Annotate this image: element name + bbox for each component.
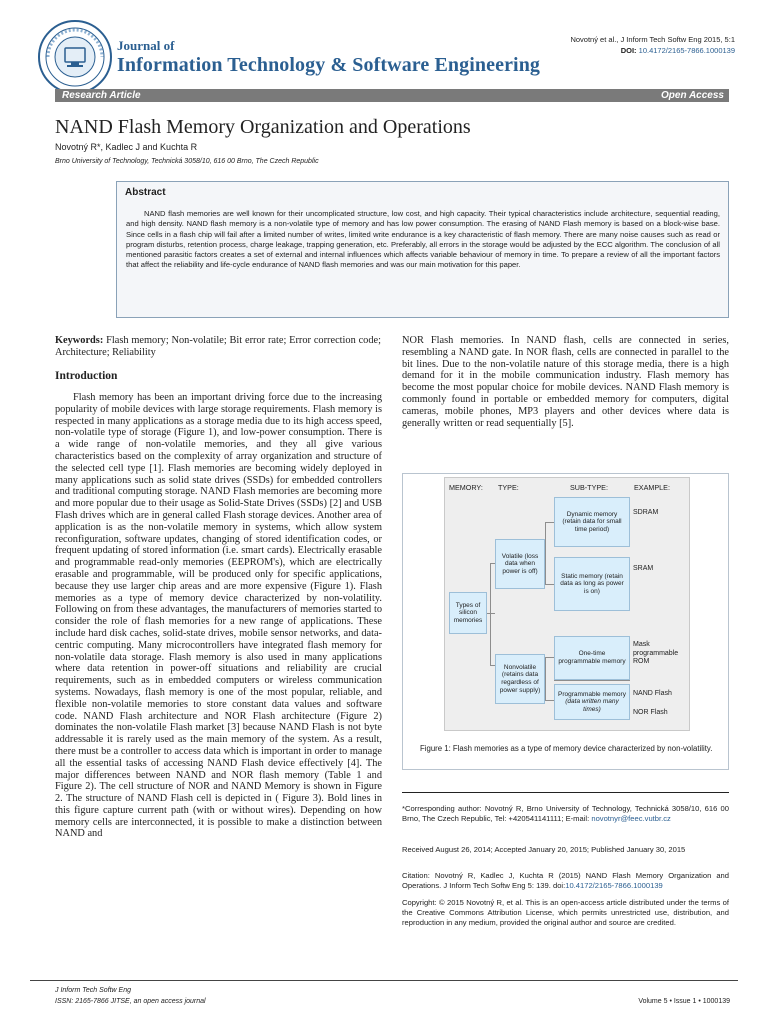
- figure-connector: [545, 522, 554, 523]
- footer-divider: [30, 980, 738, 981]
- figure-divider: [554, 680, 630, 681]
- right-column-text: NOR Flash memories. In NAND flash, cells are connected in series, resembling a NAND gate. In NOR flash, cells are connected in parallel to the bit lines. Due to the non-volatile nature of this storage media, there is a high demand for it in the mobile communication industry. Flash memory has become the most popular choice for mobile devices. NAND Flash memory is commonly found in portable or embedded memory for computers, digital cameras, mobile phones, MP3 players and other devices where data is generally written or read sequentially [5].: [402, 335, 729, 429]
- keywords-text: Flash memory; Non-volatile; Bit error rate; Error correction code; Architecture; Reliability: [55, 335, 381, 358]
- footer-volume: Volume 5 • Issue 1 • 1000139: [638, 998, 730, 1005]
- figure-example-sram: SRAM: [633, 565, 654, 572]
- article-type-ribbon: [55, 89, 729, 102]
- figure-node-nonvolatile: Nonvolatile (retains data regardless of power supply): [495, 654, 545, 704]
- author-email-link[interactable]: novotnyr@feec.vutbr.cz: [591, 814, 671, 824]
- figure-connector: [545, 657, 554, 658]
- figure-node-static-memory: Static memory (retain data as long as power is on): [554, 557, 630, 611]
- citation-doi-link[interactable]: 10.4172/2165-7866.1000139: [565, 881, 663, 891]
- open-access-label: Open Access: [661, 90, 724, 101]
- figure-connector: [545, 700, 554, 701]
- figure-header-type: TYPE:: [498, 483, 519, 492]
- figure-header-example: EXAMPLE:: [634, 483, 670, 492]
- programmable-memory-note: (data written many times): [565, 698, 619, 713]
- figure-node-one-time-programmable: One-time programmable memory: [554, 636, 630, 680]
- research-article-label: Research Article: [62, 90, 141, 101]
- abstract-heading: Abstract: [125, 187, 166, 198]
- figure-header-subtype: SUB-TYPE:: [570, 483, 608, 492]
- figure-example-sdram: SDRAM: [633, 509, 659, 516]
- figure-connector: [490, 563, 491, 665]
- footer-journal: J Inform Tech Softw Eng: [55, 987, 131, 994]
- figure-connector: [545, 657, 546, 700]
- journal-logo: [36, 18, 114, 96]
- copyright-note: Copyright: © 2015 Novotný R, et al. This is an open-access article distributed under the terms of the Creative Commons Attribution License, which permits unrestricted use, distribution, and reproduction in any medium, provided the original author and source are credited.: [402, 898, 729, 928]
- received-dates: Received August 26, 2014; Accepted January 20, 2015; Published January 30, 2015: [402, 845, 686, 854]
- header-citation: Novotný et al., J Inform Tech Softw Eng 2015, 5:1: [570, 35, 735, 44]
- introduction-heading: Introduction: [55, 370, 118, 382]
- figure-example-nand-flash: NAND Flash: [633, 690, 672, 697]
- figure-header-memory: MEMORY:: [449, 483, 483, 492]
- article-authors: Novotný R*, Kadlec J and Kuchta R: [55, 142, 198, 152]
- figure-node-dynamic-memory: Dynamic memory (retain data for small time period): [554, 497, 630, 547]
- introduction-text: Flash memory has been an important driving force due to the increasing popularity of mobile devices with large storage requirements. Flash memory is respected in many applications as a storage media due to its high access speed, non-volatile type of storage (Figure 1), and low-power consumption. There is a wide range of non-volatile memories, and they all give various characteristics based on the complexity of array organization and structure of the selected cell type [1]. Flash memories are becoming widely deployed in many applications such as solid state drives (SSDs) for embedded controllers and traditional computing storage. NAND Flash memories are becoming more and more popular due to their usage as Solid-State Drives (SSDs) [2] and USB Flash drives which are in general called Flash storage devices. Another area of application is as the non-volatile memory in systems, which allow system reconfiguration, software updates, changing of stored identification codes, or frequent updating of stored information (i.e. smart cards). Electrically erasable and programmable read-only memories (EEPROM's), which are electrically erasable and programmable, will be produced only for specific applications, because they use larger chip areas and are more expensive (Figure 1). Flash memories as a type of memory device characterized by non-volatility. Following on from these advantages, the manufacturers of memories started to consider the role of flash memories for a new range of applications. These include hard disk caches, solid-state drives, mobile sensor networks, and data-centric computing. Many microcontrollers have integrated flash memory for non-volatile data storage. Flash memory is also used in many applications where data retention in power-off situations and reliability are crucial requirements, such as in embedded computers or wireless communication systems. Nowadays, flash memory is one of the most popular, reliable, and flexible non-volatile memories to store constant data values and software code. NAND Flash architecture and NOR Flash architecture (Figure 2) dominates the non-volatile Flash market [3] because NAND Flash is not byte addressable it is rarely used as the main memory of the system. As a result, there must be a controller to access data which is important in order to manage all the essential tasks of accessing NAND Flash device effectively [4]. The major differences between NAND and NOR flash memory (Table 1 and Figure 2). The cell structure of NOR and NAND Memory is shown in Figure 2. The structure of NAND Flash cell is depicted in ( Figure 3). Bold lines in this figure capture current path (with or without wires). Depending on how memory cells are interconnected, it is possible to make a distinction between NAND and: [55, 392, 382, 840]
- keywords: [55, 335, 381, 359]
- figure-node-silicon-memories: Types of silicon memories: [449, 592, 487, 634]
- figure-example-nor-flash: NOR Flash: [633, 709, 668, 716]
- figure-1-caption: Figure 1: Flash memories as a type of memory device characterized by non-volatility.: [420, 744, 713, 753]
- doi-link[interactable]: 10.4172/2165-7866.1000139: [638, 46, 735, 55]
- footer-issn: ISSN: 2165-7866 JITSE, an open access journal: [55, 998, 206, 1005]
- article-title: NAND Flash Memory Organization and Operations: [55, 116, 471, 138]
- header-doi: [621, 46, 735, 55]
- figure-example-mask-rom: Mask programmable ROM: [633, 641, 679, 666]
- corresponding-author-text: *Corresponding author: Novotný R, Brno University of Technology, Technická 3058/10, 616 00 Brno, The Czech Republic, Tel: +420541141111; E-mail:: [402, 804, 729, 824]
- figure-connector: [545, 522, 546, 584]
- article-affiliation: Brno University of Technology, Technická 3058/10, 616 00 Brno, The Czech Republic: [55, 158, 319, 165]
- programmable-memory-label: Programmable memory: [558, 690, 626, 698]
- keywords-label: Keywords:: [55, 335, 104, 346]
- journal-name: Information Technology & Software Engineering: [117, 54, 541, 76]
- doi-label: DOI:: [620, 46, 637, 55]
- figure-connector: [545, 584, 554, 585]
- journal-prefix: Journal of: [117, 38, 175, 53]
- corresponding-author: [402, 804, 729, 824]
- figure-node-volatile: Volatile (loss data when power is off): [495, 539, 545, 589]
- citation-note-text: Citation: Novotný R, Kadlec J, Kuchta R (2015) NAND Flash Memory Organization and Operations. J Inform Tech Softw Eng 5: 139. doi:: [402, 871, 729, 891]
- citation-note: [402, 871, 729, 891]
- footnote-divider: [402, 792, 729, 793]
- abstract-text: NAND flash memories are well known for their uncomplicated structure, low cost, and high capacity. Their typical characteristics include architecture, sequential reading, and high density. NAND flash memory is a non-volatile type of memory and has low power consumption. The erasing of NAND Flash memory is based on a block-wise base. Since cells in a flash chip will fail after a limited number of writes, limited write endurance is a key characteristic of flash memory. There are many noise causes such as read or program disturbs, retention process, charge leakage, trapping generation, etc. Preferably, all errors in the storage would be adjusted by the ECC algorithm. The conclusion of all mentioned parasitic factors creates a set of external and internal influences which affects variable behaviour of memory in time. To prepare a review of all the important factors that affect the reliability and life-cycle endurance of NAND flash memories and was our main motivation for this paper.: [126, 209, 720, 270]
- figure-node-programmable-memory: [554, 684, 630, 720]
